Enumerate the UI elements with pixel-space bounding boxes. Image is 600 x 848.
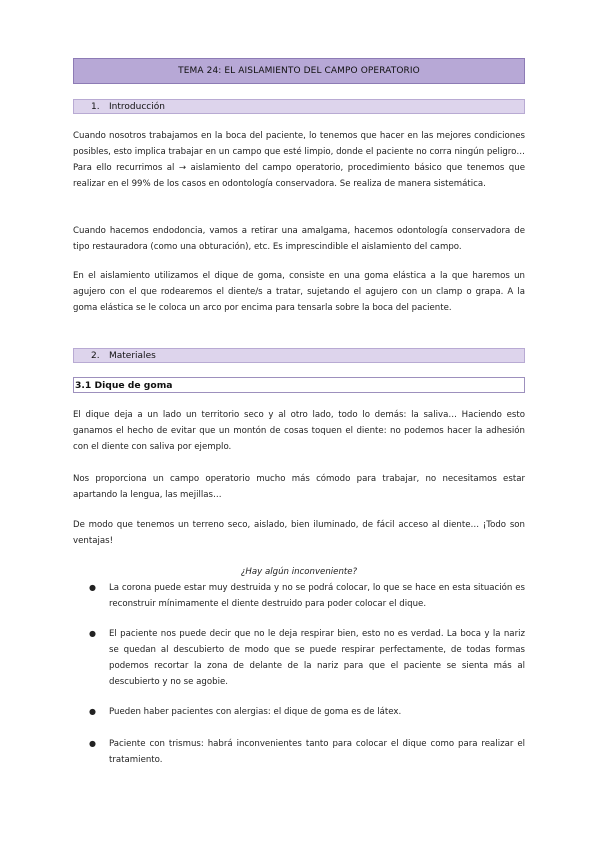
dique-paragraph-3: De modo que tenemos un terreno seco, aislado, bien iluminado, de fácil acceso al diente… ¡Todo son ventajas! <box>73 520 525 546</box>
section-heading-introduccion <box>73 99 525 114</box>
bullet-icon: ● <box>89 739 96 748</box>
list-item <box>89 580 525 612</box>
list-item-text: Paciente con trismus: habrá inconvenientes tanto para colocar el dique como para realizar el tratamiento. <box>109 739 525 765</box>
dique-paragraph-2: Nos proporciona un campo operatorio mucho más cómodo para trabajar, no necesitamos estar apartando la lengua, las mejillas… <box>73 474 525 500</box>
list-item <box>89 704 525 720</box>
section-label: Introducción <box>109 101 165 112</box>
question-heading: ¿Hay algún inconveniente? <box>240 567 358 577</box>
section-heading-materiales <box>73 348 525 363</box>
list-item <box>89 626 525 690</box>
intro-paragraph-2: Cuando hacemos endodoncia, vamos a retirar una amalgama, hacemos odontología conservadora de tipo restauradora (como una obturación), etc. Es imprescindible el aislamiento del campo. <box>73 226 525 252</box>
list-item <box>89 736 525 768</box>
list-item-text: Pueden haber pacientes con alergias: el dique de goma es de látex. <box>109 707 402 717</box>
document-title: TEMA 24: EL AISLAMIENTO DEL CAMPO OPERATORIO <box>73 58 525 84</box>
section-number: 1. <box>91 101 100 112</box>
bullet-icon: ● <box>89 629 96 638</box>
list-item-text: El paciente nos puede decir que no le deja respirar bien, esto no es verdad. La boca y la nariz se quedan al descubierto de modo que se puede respirar perfectamente, de todas formas podemos recortar la zona de delante de la nariz para que el paciente se sienta más al descubierto y no se agobie. <box>109 629 525 687</box>
intro-paragraph-3: En el aislamiento utilizamos el dique de goma, consiste en una goma elástica a la que haremos un agujero con el que rodearemos el diente/s a tratar, sujetando el agujero con un clamp o grapa. A la goma elástica se le coloca un arco por encima para tensarla sobre la boca del paciente. <box>73 271 525 313</box>
bullet-icon: ● <box>89 707 96 716</box>
bullet-icon: ● <box>89 583 96 592</box>
section-label: Materiales <box>109 350 156 361</box>
list-item-text: La corona puede estar muy destruida y no se podrá colocar, lo que se hace en esta situación es reconstruir mínimamente el diente destruido para poder colocar el dique. <box>109 583 525 609</box>
subsection-heading: 3.1 Dique de goma <box>73 377 525 393</box>
section-number: 2. <box>91 350 100 361</box>
dique-paragraph-1: El dique deja a un lado un territorio seco y al otro lado, todo lo demás: la saliva… Haciendo esto ganamos el hecho de evitar que un montón de cosas toquen el diente: no podemos hacer la adhesión con el diente con saliva por ejemplo. <box>73 410 525 452</box>
intro-paragraph-1: Cuando nosotros trabajamos en la boca del paciente, lo tenemos que hacer en las mejores condiciones posibles, esto implica trabajar en un campo que esté limpio, donde el paciente no corra ningún peligro… Para ello recurrimos al → aislamiento del campo operatorio, procedimiento básico que tenemos que realizar en el 99% de los casos en odontología conservadora. Se realiza de manera sistemática. <box>73 131 525 189</box>
